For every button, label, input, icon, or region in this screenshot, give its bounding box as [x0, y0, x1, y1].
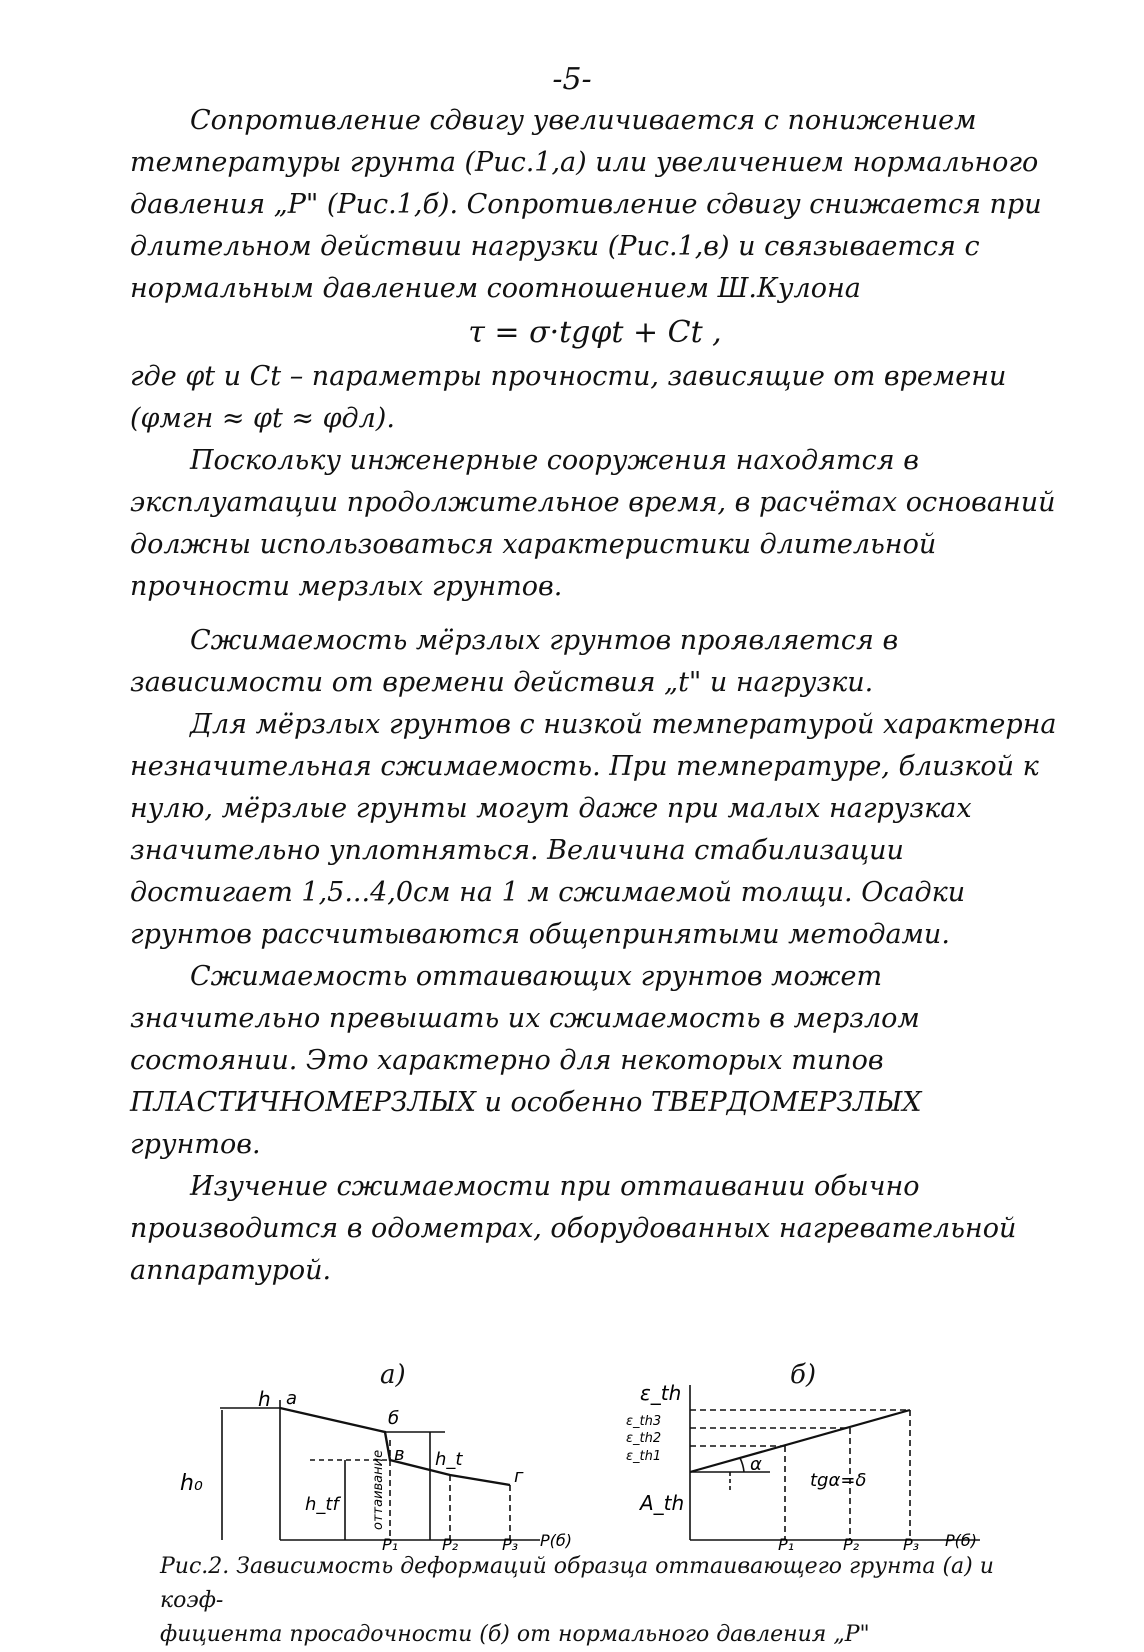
figure-a-point-g: г	[514, 1466, 524, 1487]
paragraph-thawing: Сжимаемость оттаивающих грунтов может значительно превышать их сжимаемость в мерзлом состоянии. Это характерно для некоторых типов ПЛАСТИЧНОМЕРЗЛЫХ и особенно ТВЕРДОМЕРЗЛЫХ грунтов.	[130, 961, 922, 1160]
figure-a-h-label: h	[258, 1387, 271, 1411]
figure-a-tick-p2: P₂	[442, 1535, 459, 1550]
figure-b-label: б)	[790, 1360, 817, 1390]
figure-a-label: а)	[380, 1360, 406, 1390]
figure-a-x-label: P(б)	[540, 1531, 572, 1550]
figure-a-point-b: б	[388, 1408, 400, 1429]
figure-b-level-2: ε_th2	[626, 1431, 662, 1446]
page-number: -5-	[552, 62, 592, 97]
paragraph-low-temp: Для мёрзлых грунтов с низкой температурой характерна незначительная сжимаемость. При температуре, близкой к нулю, мёрзлые грунты могут даже при малых нагрузках значительно уплотняться. Величина стабилизации достигает 1,5...4,0см на 1 м сжимаемой толщи. Осадки грунтов рассчитываются общепринятыми методами.	[130, 709, 1057, 950]
figure-a-ht-label: h_t	[435, 1449, 463, 1470]
figure-caption	[160, 1550, 1060, 1652]
figure-a-htf-label: h_tf	[305, 1494, 339, 1515]
figure-b-level-3: ε_th3	[626, 1414, 662, 1429]
figure-b	[610, 1380, 1030, 1550]
figure-a-tick-p1: P₁	[382, 1535, 399, 1550]
paragraph-shear: Сопротивление сдвигу увеличивается с понижением температуры грунта (Рис.1,а) или увеличением нормального давления „P" (Рис.1,б). Сопротивление сдвигу снижается при длительном действии нагрузки (Рис.1,в) и связывается с нормальным давлением соотношением Ш.Кулона	[130, 105, 1042, 304]
paragraph-compressibility: Сжимаемость мёрзлых грунтов проявляется в зависимости от времени действия „t" и нагрузки.	[130, 625, 899, 698]
figure-b-tick-p1: P₁	[778, 1535, 795, 1550]
figure-b-tick-p2: P₂	[843, 1535, 860, 1550]
figure-b-level-1: ε_th1	[626, 1449, 662, 1464]
figure-a-tick-p3: P₃	[502, 1535, 519, 1550]
figure-b-line	[690, 1410, 910, 1472]
coulomb-formula: τ = σ·tgφt + Ct ,	[468, 315, 722, 350]
figures	[150, 1360, 1050, 1550]
handwritten-text	[130, 100, 1060, 1292]
figure-b-alpha-label: α	[750, 1454, 762, 1475]
figure-a-h0-label: h₀	[180, 1471, 203, 1496]
figure-a	[150, 1380, 580, 1550]
figure-b-relation: tgα=δ	[810, 1470, 867, 1491]
figure-b-a-label: A_th	[640, 1491, 685, 1515]
figure-a-point-a: а	[286, 1388, 298, 1409]
figure-b-tick-p3: P₃	[903, 1535, 920, 1550]
paragraph-long-strength: Поскольку инженерные сооружения находятся в эксплуатации продолжительное время, в расчётах оснований должны использоваться характеристики длительной прочности мерзлых грунтов.	[130, 445, 1056, 602]
caption-line-1: Рис.2. Зависимость деформаций образца оттаивающего грунта (а) и коэф-	[160, 1554, 994, 1613]
figure-b-x-label: P(б)	[945, 1531, 977, 1550]
figure-a-point-v: в	[394, 1444, 405, 1465]
figure-a-thaw-label: оттаивание	[371, 1449, 386, 1530]
paragraph-params: где φt и Ct – параметры прочности, зависящие от времени (φмгн ≈ φt ≈ φдл).	[130, 361, 1007, 434]
figure-b-y-label: ε_th	[640, 1381, 682, 1405]
paragraph-odometers: Изучение сжимаемости при оттаивании обычно производится в одометрах, оборудованных нагревательной аппаратурой.	[130, 1171, 1017, 1286]
caption-line-2: фициента просадочности (б) от нормального давления „P"	[160, 1622, 870, 1647]
